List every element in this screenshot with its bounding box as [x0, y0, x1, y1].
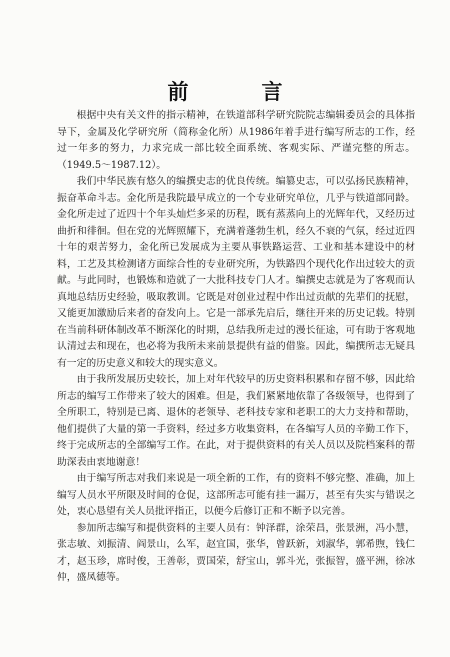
paragraph-1: 根据中央有关文件的指示精神，在铁道部科学研究院院志编辑委员会的具体指导下，金属及化学研究所（简称金化所）从1986年着手进行编写所志的工作，经过一年多的努力，力求完成一部比较全面系统、客观实际、严谨完整的所志。（1949.5～1987.12）。: [57, 110, 415, 171]
page-title: 前 言: [167, 79, 309, 104]
body-text: [57, 108, 415, 587]
paragraph-3: 由于我所发展历史较长，加上对年代较早的历史资料积累和存留不够，因此给所志的编写工作带来了较大的困难。但是，我们紧紧地依靠了各级领导，也得到了全所职工，特别是已离、退休的老领导、老科技专家和老职工的大力支持和帮助，他们提供了大量的第一手资料，经过多方收集资料，在各编写人员的辛勤工作下，终于完成所志的全部编写工作。在此，对于提供资料的有关人员以及院档案科的帮助深表由衷地谢意！: [57, 374, 415, 468]
paragraph-5: 参加所志编写和提供资料的主要人员有：钟泽群，涂荣昌，张景洲，冯小慧，张志敏、刘振清、阎景山，么军，赵宜国，张华，曾跃新，刘淑华，郭希煦，钱仁才，赵玉珍，席时俊，王善彰，贾国荣，舒宝山，郭斗光，张振智，盛平洲，徐冰仲，盛凤德等。: [57, 522, 415, 583]
paragraph-2: 我们中华民族有悠久的编撰史志的优良传统。编篡史志，可以弘扬民族精神，振奋革命斗志。金化所是我院最早成立的一个专业研究单位，几乎与铁道部同龄。金化所走过了近四十个年头灿烂多采的历程，既有蒸蒸向上的光辉年代，又经历过曲折和徘徊。但在党的光辉照耀下，充满着蓬勃生机，经久不衰的气氛，经过近四十年的艰苦努力，金化所已发展成为主要从事铁路运营、工业和基本建设中的材料，工艺及其检测诸方面综合性的专业研究所，为铁路四个现代化作出过较大的贡献。与此同时，也锻炼和造就了一大批科技专门人才。编撰史志就是为了客观而认真地总结历史经验，吸取教训。它既是对创业过程中作出过贡献的先辈们的抚慰，又能更加激励后来者的奋发向上。它是一部承先启后，继往开来的历史记载。特别在当前科研体制改革不断深化的时期，总结我所走过的漫长征途，可有助于客观地认清过去和现在，也必将为我所未来前景提供有益的借鉴。因此，编撰所志无疑具有一定的历史意义和较大的现实意义。: [57, 176, 415, 369]
paragraph-4: 由于编写所志对我们来说是一项全新的工作，有的资料不够完整、准确，加上编写人员水平所限及时间的仓促，这部所志可能有挂一漏万，甚至有失实与错误之处，衷心恳望有关人员批评指正，以便今后修订正和不断予以完善。: [57, 473, 415, 517]
